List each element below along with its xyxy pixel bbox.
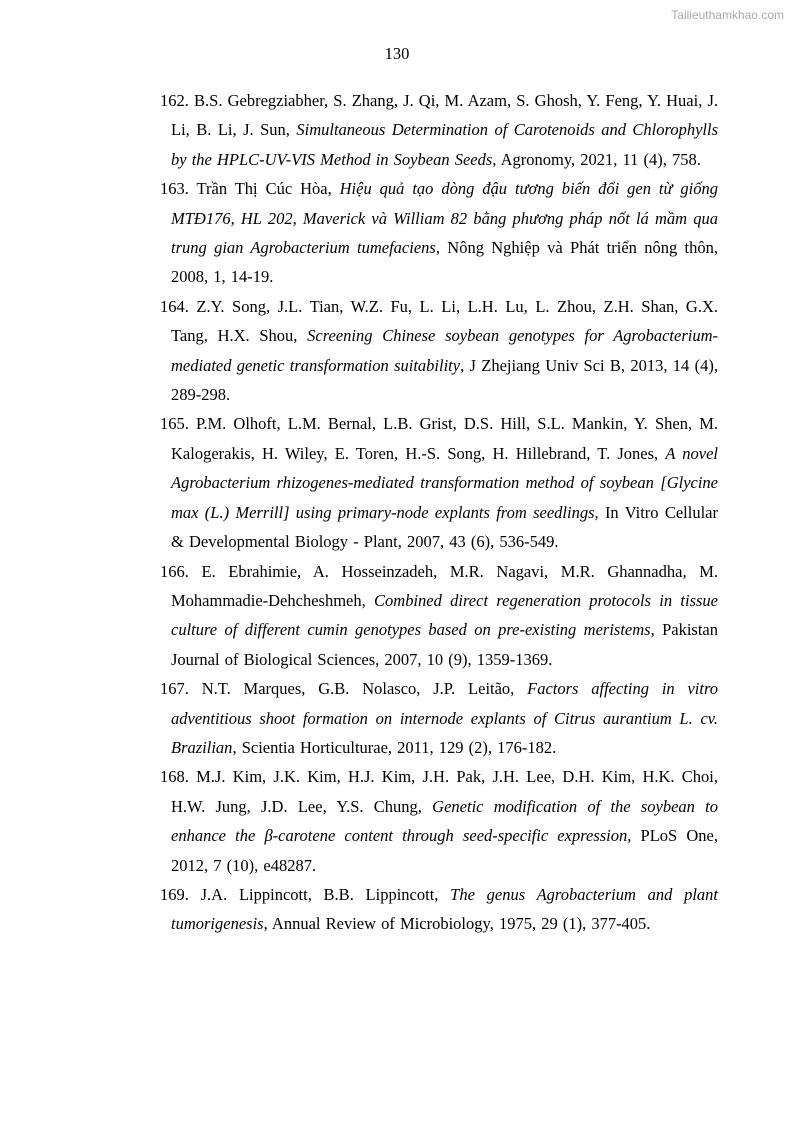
reference-title: Hiệu quả tạo dòng đậu tương biến đổi gen từ giống MTĐ176, HL 202, Maverick và William 82 bằng phương pháp nốt lá mầm qua trung gian Agrobacterium tumefaciens [171, 179, 719, 258]
reference-number: 164. [160, 296, 197, 316]
reference-text: N.T. Marques, G.B. Nolasco, J.P. Leitão, [201, 679, 528, 699]
reference-number: 169. [160, 884, 201, 904]
reference-text: B.S. Gebregziabher, S. Zhang, J. Qi, M. Azam, S. Ghosh, Y. Feng, Y. Huai, J. Li, B. Li, J. Sun, [171, 91, 718, 140]
reference-text: , PLoS One, 2012, 7 (10), e48287. [171, 826, 718, 875]
reference-number: 162. [160, 91, 195, 110]
reference-number: 167. [160, 679, 202, 699]
reference-item [160, 292, 718, 410]
reference-title: Combined direct regeneration protocols in tissue culture of different cumin genotypes based on pre-existing meristems [171, 590, 718, 640]
reference-title: A novel Agrobacterium rhizogenes-mediated transformation method of soybean [Glycine max (L.) Merrill] using primary-node explants from seedlings [171, 443, 718, 522]
reference-item [160, 557, 718, 675]
reference-item [160, 762, 718, 880]
reference-title: Factors affecting in vitro adventitious shoot formation on internode explants of Citrus aurantium L. cv. Brazilian [171, 679, 719, 757]
reference-text: M.J. Kim, J.K. Kim, H.J. Kim, J.H. Pak, J.H. Lee, D.H. Kim, H.K. Choi, H.W. Jung, J.D. Lee, Y.S. Chung, [171, 767, 718, 816]
reference-title: Genetic modification of the soybean to enhance the β-carotene content through seed-specific expression [171, 796, 719, 846]
reference-number: 166. [160, 561, 202, 581]
reference-item [160, 409, 718, 556]
reference-text: P.M. Olhoft, L.M. Bernal, L.B. Grist, D.S. Hill, S.L. Mankin, Y. Shen, M. Kalogerakis, H. Wiley, E. Toren, H.-S. Song, H. Hillebrand, T. Jones, [171, 414, 719, 463]
reference-title: Simultaneous Determination of Carotenoids and Chlorophylls by the HPLC-UV-VIS Method in Soybean Seeds [171, 120, 718, 169]
reference-list [160, 86, 718, 939]
watermark: Tailieuthamkhao.com [671, 8, 784, 22]
reference-item [160, 880, 718, 939]
reference-number: 165. [160, 414, 197, 434]
reference-item [160, 86, 718, 174]
reference-number: 163. [160, 179, 197, 199]
reference-text: , In Vitro Cellular & Developmental Biology - Plant, 2007, 43 (6), 536-549. [171, 502, 718, 552]
page-number: 130 [384, 44, 410, 63]
reference-item [160, 174, 718, 292]
reference-title: The genus Agrobacterium and plant tumorigenesis [171, 884, 719, 934]
reference-text: , Pakistan Journal of Biological Sciences, 2007, 10 (9), 1359-1369. [171, 620, 718, 669]
reference-text: , Agronomy, 2021, 11 (4), 758. [492, 149, 701, 169]
reference-text: , Scientia Horticulturae, 2011, 129 (2), 176-182. [232, 737, 557, 757]
reference-text: Z.Y. Song, J.L. Tian, W.Z. Fu, L. Li, L.H. Lu, L. Zhou, Z.H. Shan, G.X. Tang, H.X. Shou, [171, 296, 719, 346]
reference-text: , Annual Review of Microbiology, 1975, 29 (1), 377-405. [263, 914, 651, 934]
reference-number: 168. [160, 767, 197, 787]
reference-text: E. Ebrahimie, A. Hosseinzadeh, M.R. Nagavi, M.R. Ghannadha, M. Mohammadie-Dehcheshmeh, [171, 561, 718, 610]
reference-title: Screening Chinese soybean genotypes for Agrobacterium-mediated genetic transformation suitability [171, 326, 718, 375]
reference-text: , J Zhejiang Univ Sci B, 2013, 14 (4), 289-298. [171, 355, 718, 405]
reference-text: Trần Thị Cúc Hòa, [196, 179, 340, 199]
reference-text: , Nông Nghiệp và Phát triển nông thôn, 2008, 1, 14-19. [171, 238, 718, 287]
reference-item [160, 674, 718, 762]
reference-text: J.A. Lippincott, B.B. Lippincott, [200, 884, 451, 904]
